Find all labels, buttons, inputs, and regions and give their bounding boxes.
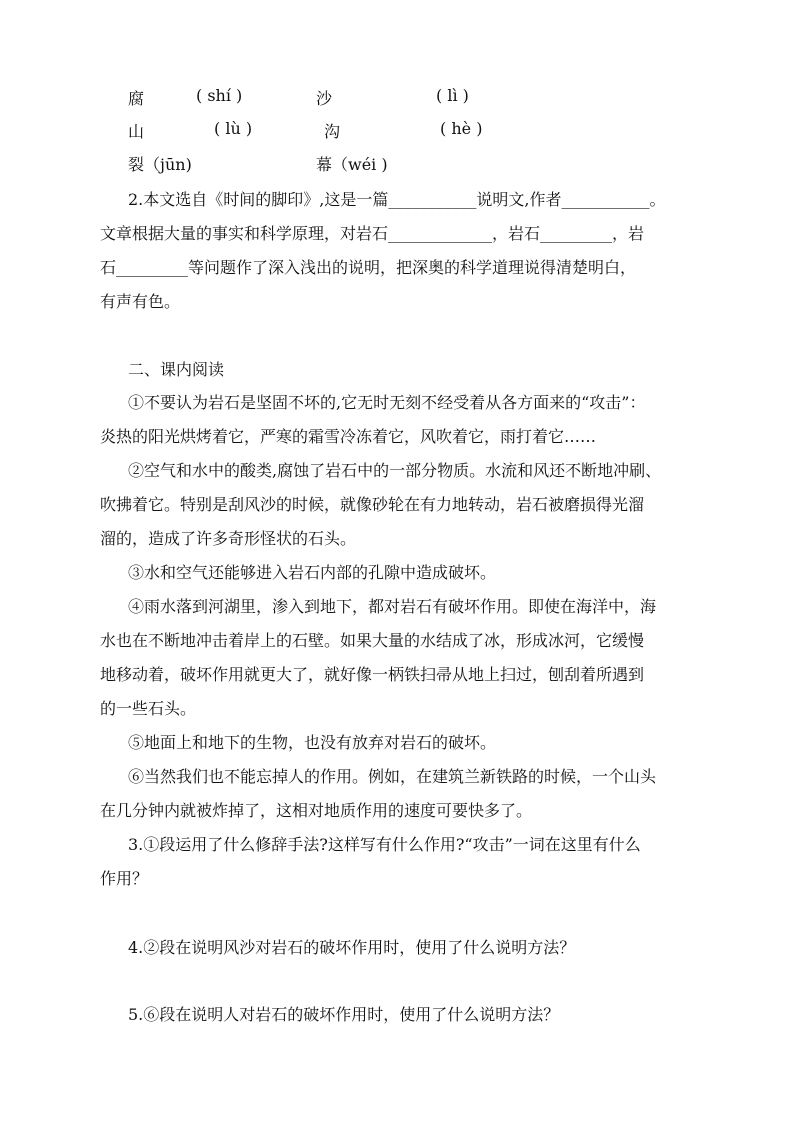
pinyin-char-shan: 山 [128, 122, 145, 141]
passage-paragraph-4-line-2: 水也在不断地冲击着岸上的石壁。如果大量的水结成了冰，形成冰河，它缓慢 [100, 631, 645, 650]
pinyin-item-lie: 裂（jūn) [128, 155, 192, 174]
passage-paragraph-4-line-1: ④雨水落到河湖里，渗入到地下，都对岩石有破坏作用。即使在海洋中，海 [128, 597, 657, 616]
pinyin-answer-lu: ( lù ) [214, 119, 253, 138]
pinyin-char-gou: 沟 [324, 122, 341, 141]
question-3-line-1: 3.①段运用了什么修辞手法?这样写有什么作用?“攻击”一词在这里有什么 [128, 835, 641, 854]
passage-paragraph-6-line-1: ⑥当然我们也不能忘掉人的作用。例如，在建筑兰新铁路的时候，一个山头 [128, 767, 657, 786]
pinyin-answer-shi: ( shí ) [196, 86, 243, 105]
pinyin-char-sha: 沙 [316, 89, 333, 108]
question-2-line-3: 石_________等问题作了深入浅出的说明，把深奥的科学道理说得清楚明白， [100, 258, 637, 277]
passage-paragraph-4-line-3: 地移动着，破坏作用就更大了，就好像一柄铁扫帚从地上扫过，刨刮着所遇到 [100, 665, 645, 684]
question-3 [100, 828, 700, 896]
question-2-line-1: 2.本文选自《时间的脚印》,这是一篇___________说明文,作者___________。 [128, 190, 666, 209]
passage-paragraph-4-line-4: 的一些石头。 [100, 699, 197, 718]
passage-paragraph-1-line-1: ①不要认为岩石是坚固不坏的,它无时无刻不经受着从各方面来的“攻击”： [128, 393, 646, 412]
passage-paragraph-6-line-2: 在几分钟内就被炸掉了，这相对地质作用的速度可要快多了。 [100, 801, 533, 820]
question-2-line-2: 文章根据大量的事实和科学原理，对岩石_____________，岩石_________，岩 [100, 224, 645, 243]
section-title: 二、课内阅读 [128, 360, 225, 379]
question-4: 4.②段在说明风沙对岩石的破坏作用时，使用了什么说明方法？ [128, 938, 576, 957]
pinyin-answer-li: ( lì ) [436, 86, 469, 105]
passage-paragraph-3-line-1: ③水和空气还能够进入岩石内部的孔隙中造成破坏。 [128, 563, 497, 582]
pinyin-answer-he: ( hè ) [440, 119, 483, 138]
pinyin-char-fu: 腐 [128, 89, 145, 108]
question-5: 5.⑥段在说明人对岩石的破坏作用时，使用了什么说明方法？ [128, 1005, 560, 1024]
passage-paragraph-2-line-1: ②空气和水中的酸类,腐蚀了岩石中的一部分物质。水流和风还不断地冲刷、 [128, 461, 662, 480]
passage-paragraph-2-line-3: 溜的，造成了许多奇形怪状的石头。 [100, 529, 357, 548]
passage-paragraph-1-line-2: 炎热的阳光烘烤着它，严寒的霜雪冷冻着它，风吹着它，雨打着它…… [100, 427, 597, 446]
question-2 [100, 183, 700, 319]
question-2-line-4: 有声有色。 [100, 292, 181, 311]
passage-paragraph-5-line-1: ⑤地面上和地下的生物，也没有放弃对岩石的破坏。 [128, 733, 497, 752]
pinyin-item-mu: 幕（wéi ) [316, 155, 388, 174]
reading-passage [100, 386, 700, 828]
passage-paragraph-2-line-2: 吹拂着它。特别是刮风沙的时候，就像砂轮在有力地转动，岩石被磨损得光溜 [100, 495, 645, 514]
question-3-line-2: 作用？ [100, 869, 149, 888]
